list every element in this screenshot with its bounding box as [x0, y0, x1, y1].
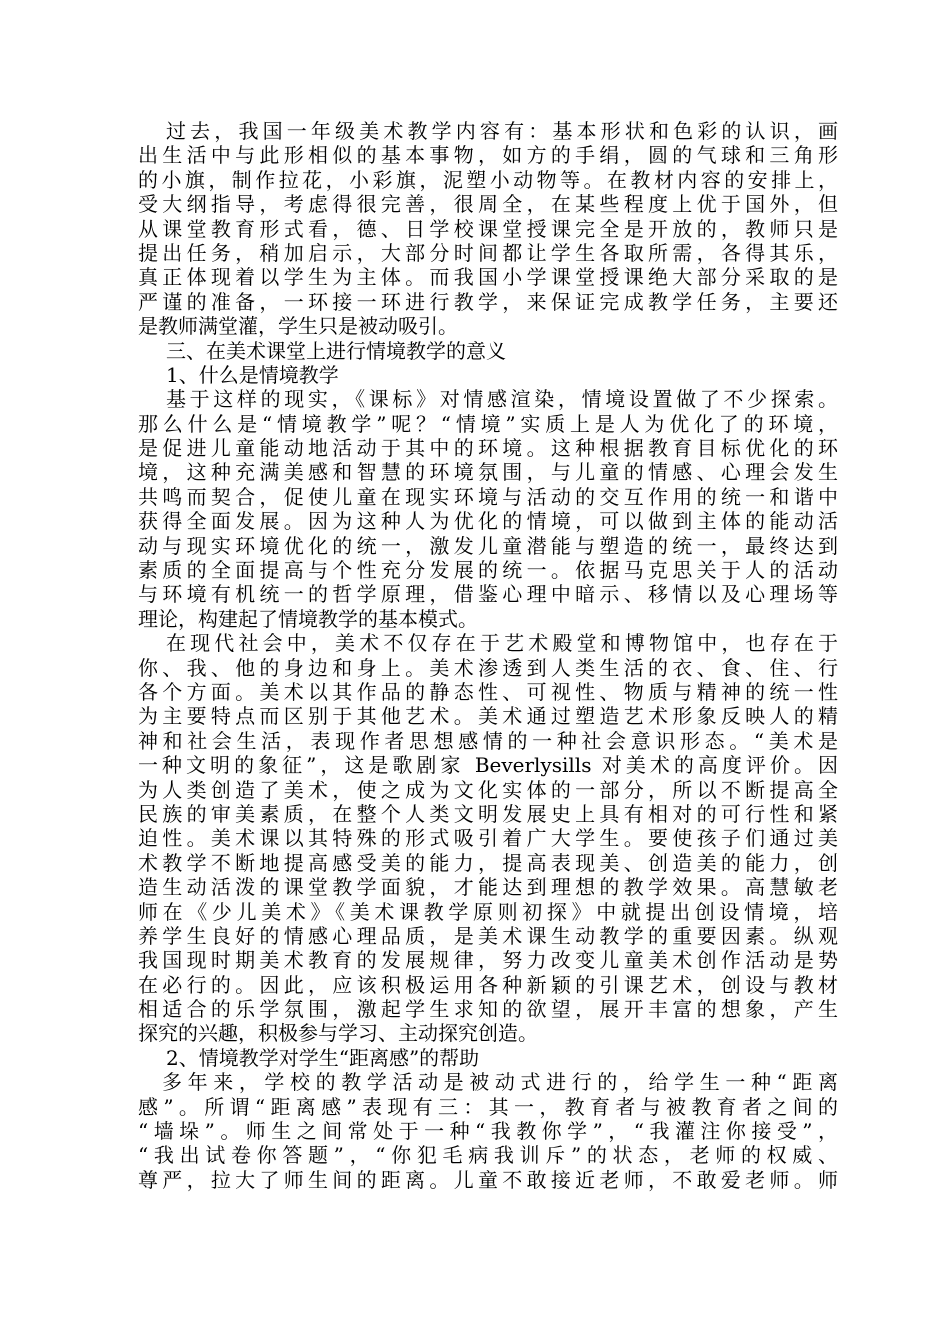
paragraph-line: 严谨的准备，一环接一环进行教学，来保证完成教学任务，主要还 [138, 289, 838, 314]
paragraph-line: 民族的审美素质，在整个人类文明发展史上具有相对的可行性和紧 [138, 801, 838, 826]
paragraph-line: 迫性。美术课以其特殊的形式吸引着广大学生。要使孩子们通过美 [138, 826, 838, 851]
paragraph-line: 获得全面发展。因为这种人为优化的情境，可以做到主体的能动活 [138, 509, 838, 534]
paragraph-line: 你、我、他的身边和身上。美术渗透到人类生活的衣、食、住、行 [138, 655, 838, 680]
paragraph-line: 一种文明的象征”，这是歌剧家 Beverlysills 对美术的高度评价。因 [138, 753, 838, 778]
subsection-heading: 1、什么是情境教学 [166, 362, 339, 387]
paragraph-line: 共鸣而契合，促使儿童在现实环境与活动的交互作用的统一和谐中 [138, 484, 838, 509]
paragraph-line: 是教师满堂灌，学生只是被动吸引。 [138, 314, 458, 339]
paragraph-line: 神和社会生活，表现作者思想感情的一种社会意识形态。“美术是 [138, 728, 838, 753]
section-heading: 三、在美术课堂上进行情境教学的意义 [166, 338, 506, 363]
paragraph-line: 相适合的乐学氛围，激起学生求知的欲望，展开丰富的想象，产生 [138, 997, 838, 1022]
paragraph-line: 术教学不断地提高感受美的能力，提高表现美、创造美的能力，创 [138, 850, 838, 875]
paragraph-line: 过去，我国一年级美术教学内容有：基本形状和色彩的认识，画 [166, 119, 838, 143]
paragraph-line: 那么什么是“情境教学”呢？“情境”实质上是人为优化了的环境， [138, 411, 838, 436]
paragraph-line: 造生动活泼的课堂教学面貌，才能达到理想的教学效果。高慧敏老 [138, 875, 838, 900]
paragraph-line: 从课堂教育形式看，德、日学校课堂授课完全是开放的，教师只是 [138, 216, 838, 241]
paragraph-line: 动与现实环境优化的统一，激发儿童潜能与塑造的统一，最终达到 [138, 533, 838, 558]
paragraph-line: 出生活中与此形相似的基本事物，如方的手绢，圆的气球和三角形 [138, 143, 838, 168]
paragraph-line: 是促进儿童能动地活动于其中的环境。这种根据教育目标优化的环 [138, 436, 838, 461]
paragraph-line: 素质的全面提高与个性充分发展的统一。依据马克思关于人的活动 [138, 558, 838, 583]
document-body [138, 119, 838, 1192]
paragraph-line: 受大纲指导，考虑得很完善，很周全，在某些程度上优于国外，但 [138, 192, 838, 217]
paragraph-line: 在现代社会中，美术不仅存在于艺术殿堂和博物馆中，也存在于 [166, 631, 838, 656]
paragraph-line: 与环境有机统一的哲学原理，借鉴心理中暗示、移情以及心理场等 [138, 582, 838, 607]
paragraph-line: “我出试卷你答题”，“你犯毛病我训斥”的状态，老师的权威、 [138, 1143, 838, 1168]
paragraph-line: 尊严，拉大了师生间的距离。儿童不敢接近老师，不敢爱老师。师 [138, 1167, 838, 1192]
paragraph-line: 感”。所谓“距离感”表现有三：其一，教育者与被教育者之间的 [138, 1094, 838, 1119]
paragraph-line: 提出任务，稍加启示，大部分时间都让学生各取所需，各得其乐， [138, 240, 838, 265]
paragraph-line: 多年来，学校的教学活动是被动式进行的，给学生一种“距离 [162, 1070, 838, 1095]
paragraph-line: 为主要特点而区别于其他艺术。美术通过塑造艺术形象反映人的精 [138, 704, 838, 729]
paragraph-line: 基于这样的现实，《课标》对情感渲染，情境设置做了不少探索。 [166, 387, 838, 412]
paragraph-line: 境，这种充满美感和智慧的环境氛围，与儿童的情感、心理会发生 [138, 460, 838, 485]
paragraph-line: 养学生良好的情感心理品质，是美术课生动教学的重要因素。纵观 [138, 923, 838, 948]
paragraph-line: 理论，构建起了情境教学的基本模式。 [138, 606, 478, 631]
paragraph-line: 的小旗，制作拉花，小彩旗，泥塑小动物等。在教材内容的安排上， [138, 167, 838, 192]
paragraph-line: “墙垛”。师生之间常处于一种“我教你学”，“我灌注你接受”， [138, 1119, 838, 1144]
paragraph-line: 真正体现着以学生为主体。而我国小学课堂授课绝大部分采取的是 [138, 265, 838, 290]
paragraph-line: 在必行的。因此，应该积极运用各种新颖的引课艺术，创设与教材 [138, 972, 838, 997]
paragraph-line: 师在《少儿美术》《美术课教学原则初探》中就提出创设情境，培 [138, 899, 838, 924]
paragraph-line: 各个方面。美术以其作品的静态性、可视性、物质与精神的统一性 [138, 679, 838, 704]
subsection-heading: 2、情境教学对学生“距离感”的帮助 [166, 1045, 480, 1070]
paragraph-line: 我国现时期美术教育的发展规律，努力改变儿童美术创作活动是势 [138, 948, 838, 973]
paragraph-line: 为人类创造了美术，使之成为文化实体的一部分，所以不断提高全 [138, 777, 838, 802]
paragraph-line: 探究的兴趣，积极参与学习、主动探究创造。 [138, 1021, 538, 1046]
